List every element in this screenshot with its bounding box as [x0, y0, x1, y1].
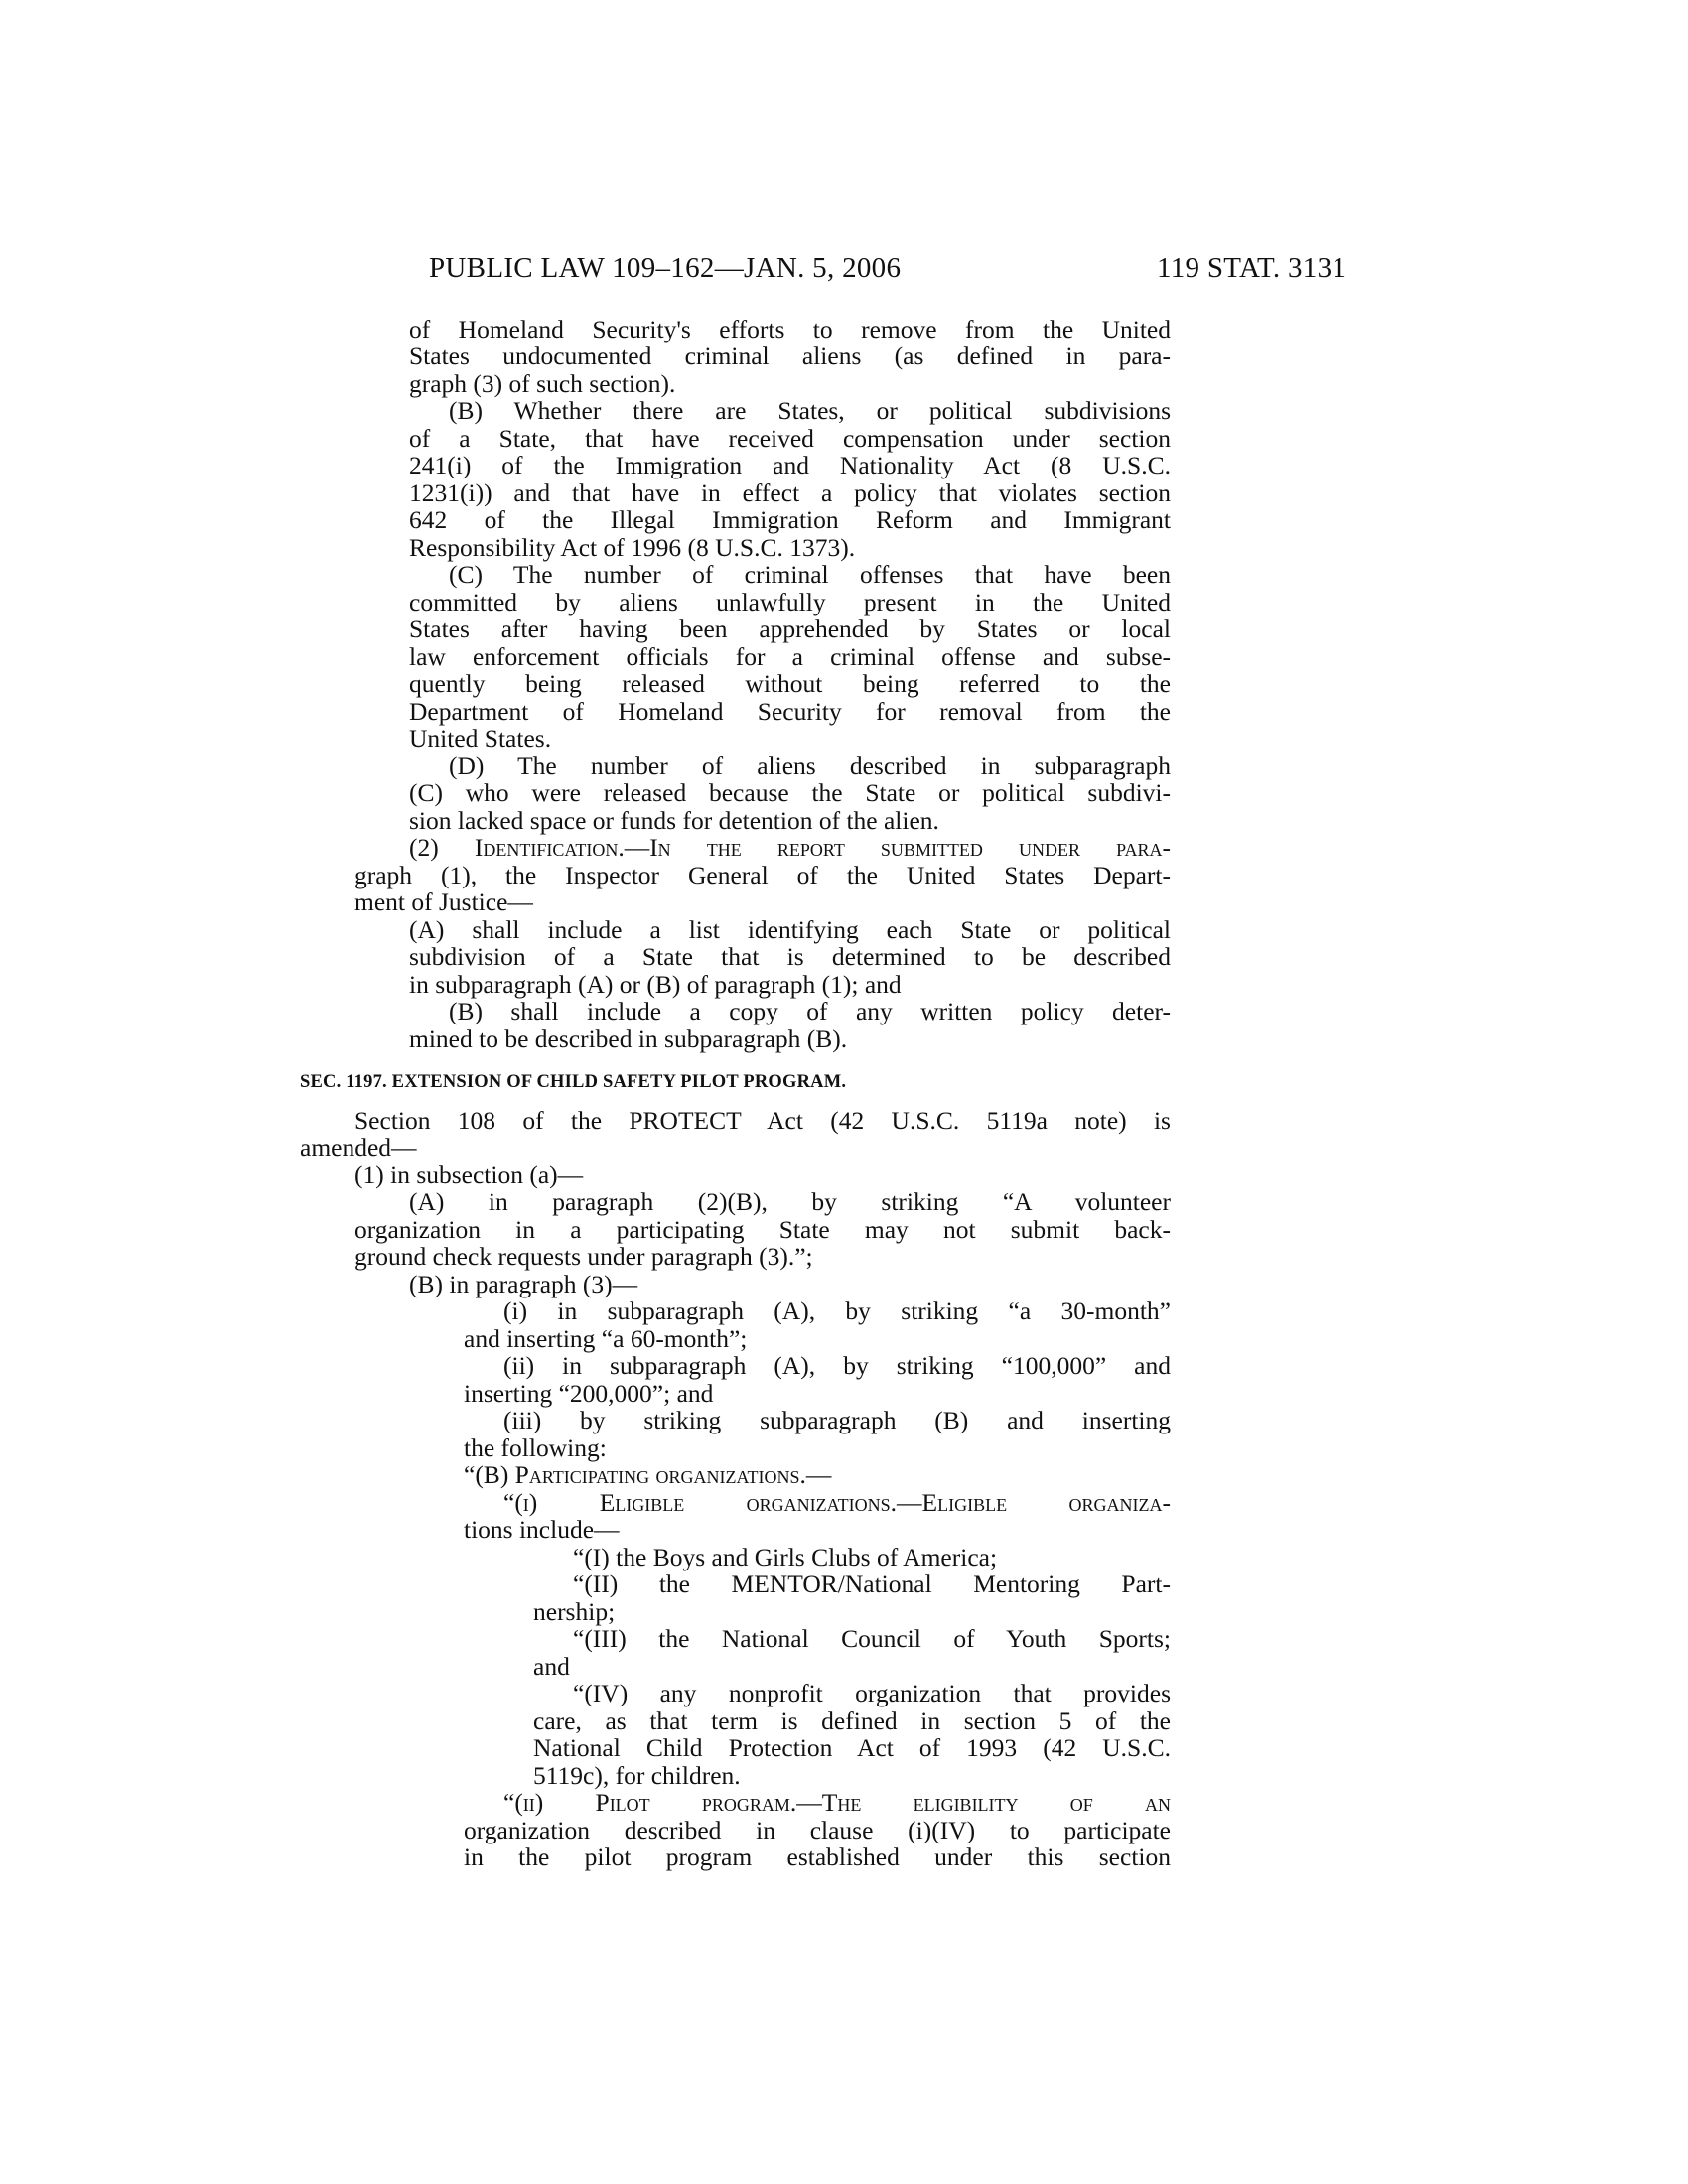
text-line: law enforcement officials for a criminal offense and subse- [409, 642, 1171, 671]
header-title: PUBLIC LAW 109–162—JAN. 5, 2006 [429, 252, 902, 284]
text-line: subdivision of a State that is determined to be described [409, 942, 1171, 971]
text-line: (i) in subparagraph (A), by striking “a 30-month” [503, 1297, 1171, 1325]
text-line: (A) shall include a list identifying each State or political [409, 915, 1171, 944]
text-line: care, as that term is defined in section 5 of the [533, 1706, 1171, 1735]
section-heading: SEC. 1197. EXTENSION OF CHILD SAFETY PILOT PROGRAM. [300, 1072, 847, 1092]
text-line: “(I) the Boys and Girls Clubs of America; [573, 1543, 998, 1571]
text-line: 5119c), for children. [533, 1761, 741, 1790]
text-line: in subparagraph (A) or (B) of paragraph (1); and [409, 970, 902, 999]
header-page-ref: 119 STAT. 3131 [1157, 252, 1347, 284]
text-line: organization described in clause (i)(IV) to participate [464, 1816, 1171, 1844]
text-line: States undocumented criminal aliens (as defined in para- [409, 341, 1171, 370]
text-line: of Homeland Security's efforts to remove from the United [409, 315, 1171, 343]
text-line: Responsibility Act of 1996 (8 U.S.C. 1373). [409, 533, 856, 562]
text-line: tions include— [464, 1515, 620, 1544]
text-line: and inserting “a 60-month”; [464, 1324, 748, 1353]
text-line: amended— [300, 1133, 417, 1161]
text-line: Section 108 of the PROTECT Act (42 U.S.C. 5119a note) is [354, 1106, 1171, 1135]
text-line: committed by aliens unlawfully present in the United [409, 588, 1171, 616]
text-line: (B) Whether there are States, or political subdivisions [449, 396, 1171, 425]
text-line: (2) Identification.—In the report submitted under para- [409, 833, 1171, 862]
text-line: (C) who were released because the State or political subdivi- [409, 778, 1171, 807]
text-line: ment of Justice— [354, 887, 533, 916]
text-line: in the pilot program established under this section [464, 1843, 1171, 1871]
text-line: graph (3) of such section). [409, 369, 676, 398]
text-line: graph (1), the Inspector General of the United States Depart- [354, 861, 1171, 889]
text-line: “(i) Eligible organizations.—Eligible organiza- [503, 1488, 1171, 1517]
text-line: nership; [533, 1597, 616, 1626]
text-line: “(IV) any nonprofit organization that provides [573, 1679, 1171, 1707]
text-line: quently being released without being referred to the [409, 669, 1171, 698]
text-line: 642 of the Illegal Immigration Reform and Immigrant [409, 505, 1171, 534]
text-line: inserting “200,000”; and [464, 1379, 714, 1408]
text-line: (C) The number of criminal offenses that have been [449, 560, 1171, 589]
text-line: States after having been apprehended by States or local [409, 614, 1171, 643]
text-line: (A) in paragraph (2)(B), by striking “A volunteer [409, 1187, 1171, 1216]
text-line: (1) in subsection (a)— [354, 1160, 584, 1189]
text-line: and [533, 1652, 570, 1681]
text-line: of a State, that have received compensation under section [409, 424, 1171, 453]
text-line: ground check requests under paragraph (3).”; [354, 1242, 813, 1271]
text-line: (B) shall include a copy of any written policy deter- [449, 997, 1171, 1025]
text-line: “(ii) Pilot program.—The eligibility of an [503, 1788, 1171, 1817]
text-line: “(III) the National Council of Youth Sports; [573, 1624, 1171, 1653]
text-line: mined to be described in subparagraph (B). [409, 1024, 848, 1053]
text-line: organization in a participating State may not submit back- [354, 1215, 1171, 1244]
text-line: “(B) Participating organizations.— [464, 1460, 832, 1489]
text-line: (B) in paragraph (3)— [409, 1270, 638, 1298]
text-line: 1231(i)) and that have in effect a policy that violates section [409, 478, 1171, 507]
text-line: (iii) by striking subparagraph (B) and inserting [503, 1406, 1171, 1434]
text-line: sion lacked space or funds for detention of the alien. [409, 806, 939, 835]
text-line: 241(i) of the Immigration and Nationality Act (8 U.S.C. [409, 451, 1171, 479]
text-line: “(II) the MENTOR/National Mentoring Part- [573, 1570, 1171, 1598]
text-line: National Child Protection Act of 1993 (42 U.S.C. [533, 1733, 1171, 1762]
text-line: (ii) in subparagraph (A), by striking “100,000” and [503, 1351, 1171, 1380]
text-line: the following: [464, 1433, 607, 1462]
text-line: Department of Homeland Security for removal from the [409, 697, 1171, 726]
text-line: (D) The number of aliens described in subparagraph [449, 751, 1171, 780]
text-line: United States. [409, 724, 552, 752]
